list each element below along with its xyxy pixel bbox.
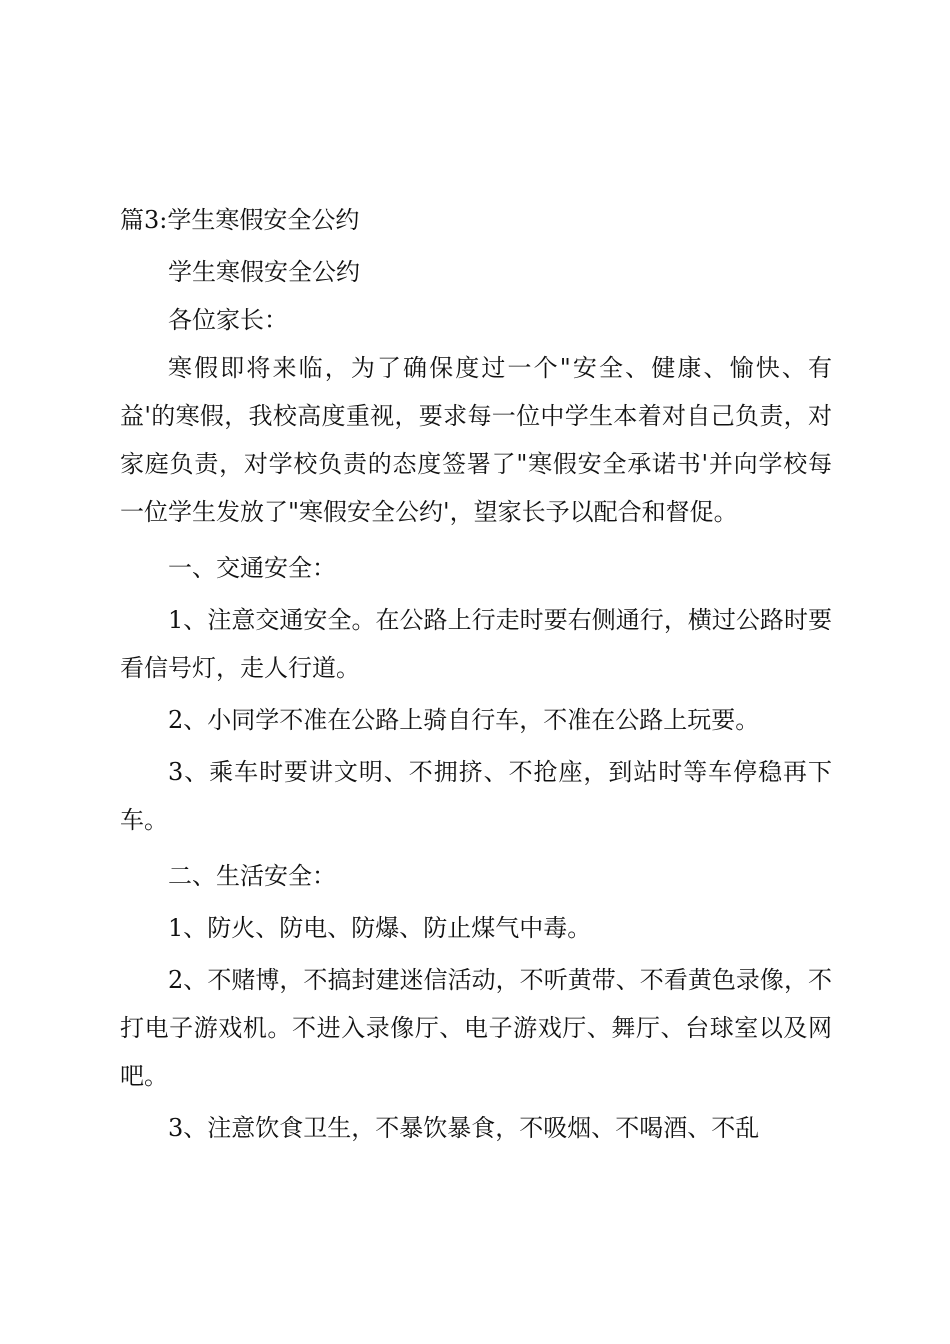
- life-item-3: 3、注意饮食卫生，不暴饮暴食，不吸烟、不喝酒、不乱: [168, 1114, 760, 1142]
- section-heading-traffic: 一、交通安全：: [168, 554, 336, 582]
- intro-paragraph: 寒假即将来临，为了确保度过一个"安全、健康、愉快、有益'的寒假，我校高度重视，要求每一位中学生本着对自己负责，对家庭负责，对学校负责的态度签署了"寒假安全承诺书'并向学校每一位学生发放了"寒假安全公约'，望家长予以配合和督促。: [120, 354, 832, 526]
- traffic-item-2: 2、小同学不准在公路上骑自行车，不准在公路上玩要。: [168, 706, 760, 734]
- traffic-item-3: 3、乘车时要讲文明、不拥挤、不抢座，到站时等车停稳再下车。: [120, 758, 832, 834]
- salutation: 各位家长：: [168, 306, 288, 334]
- document-title: 学生寒假安全公约: [168, 258, 360, 286]
- section-heading-life: 二、生活安全：: [168, 862, 336, 890]
- life-item-2: 2、不赌博，不搞封建迷信活动，不听黄带、不看黄色录像，不打电子游戏机。不进入录像厅、电子游戏厅、舞厅、台球室以及网吧。: [120, 966, 832, 1090]
- traffic-item-1: 1、注意交通安全。在公路上行走时要右侧通行，横过公路时要看信号灯，走人行道。: [120, 606, 832, 682]
- document-page: [120, 196, 832, 1156]
- chapter-heading: 篇3:学生寒假安全公约: [120, 206, 360, 234]
- life-item-1: 1、防火、防电、防爆、防止煤气中毒。: [168, 914, 592, 942]
